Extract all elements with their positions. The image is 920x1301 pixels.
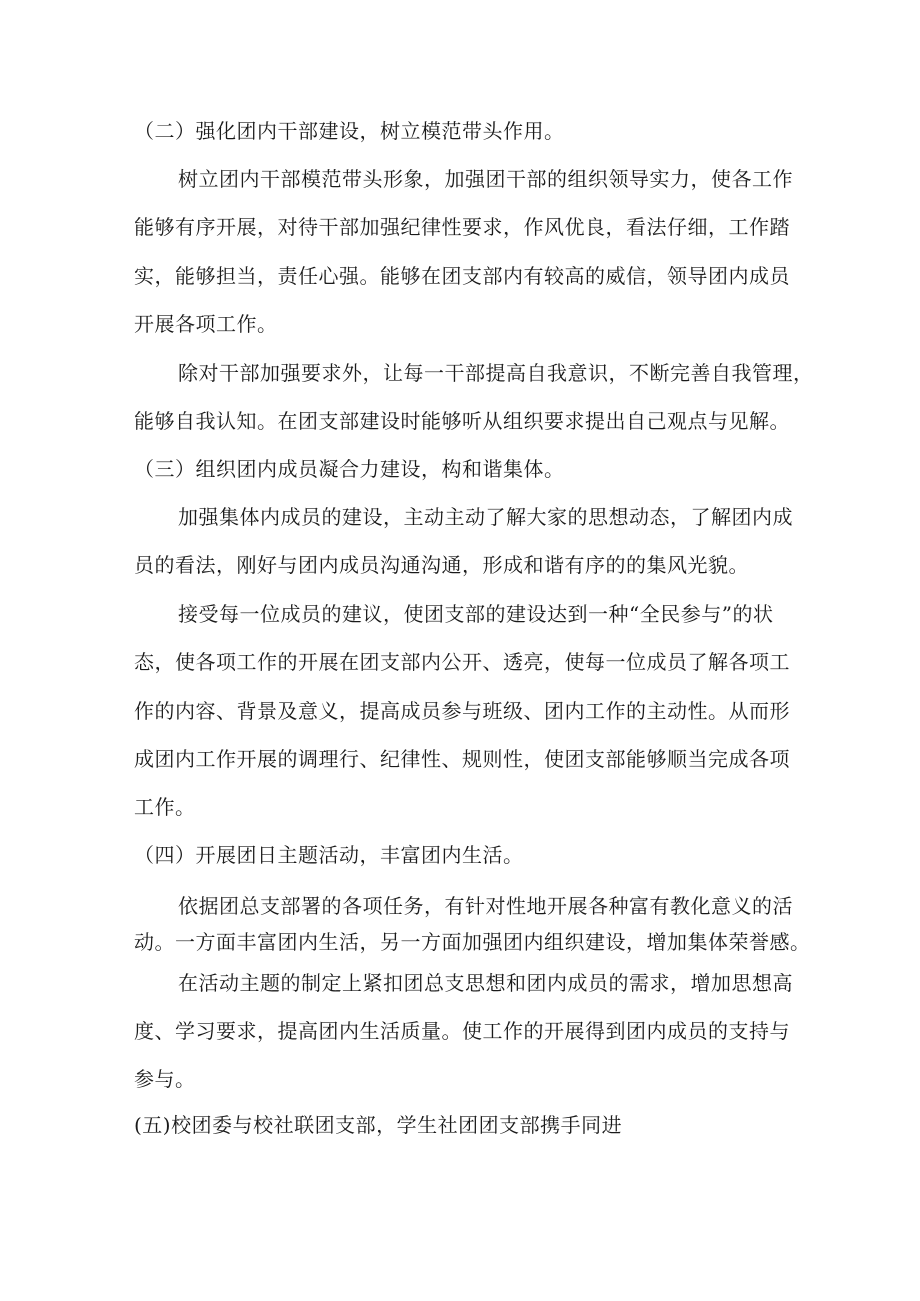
- paragraph-line: 作的内容、背景及意义，提高成员参与班级、团内工作的主动性。从而形: [134, 699, 790, 723]
- section-heading-4: （四）开展团日主题活动，丰富团内生活。: [134, 843, 524, 867]
- paragraph-line: 能够自我认知。在团支部建设时能够听从组织要求提出自己观点与见解。: [134, 409, 790, 433]
- section-heading-2: （二）强化团内干部建设，树立模范带头作用。: [134, 119, 565, 143]
- paragraph-line: 成团内工作开展的调理行、纪律性、规则性，使团支部能够顺当完成各项: [134, 747, 790, 771]
- paragraph-line: 除对干部加强要求外，让每一干部提高自我意识，不断完善自我管理，: [178, 361, 814, 385]
- paragraph-line: 员的看法，刚好与团内成员沟通沟通，形成和谐有序的的集风光貌。: [134, 553, 749, 577]
- paragraph-line: 态，使各项工作的开展在团支部内公开、透亮，使每一位成员了解各项工: [134, 650, 790, 674]
- paragraph-line: 开展各项工作。: [134, 312, 278, 336]
- paragraph-line: 参与。: [134, 1067, 196, 1091]
- paragraph-line: 能够有序开展，对待干部加强纪律性要求，作风优良，看法仔细，工作踏: [134, 215, 790, 239]
- section-heading-3: （三）组织团内成员凝合力建设，构和谐集体。: [134, 457, 565, 481]
- paragraph-line: 实，能够担当，责任心强。能够在团支部内有较高的威信，领导团内成员: [134, 264, 790, 288]
- paragraph-line: 度、学习要求，提高团内生活质量。使工作的开展得到团内成员的支持与: [134, 1019, 790, 1043]
- paragraph-line: 在活动主题的制定上紧扣团总支思想和团内成员的需求，增加思想高: [178, 971, 793, 995]
- paragraph-line: 依据团总支部署的各项任务，有针对性地开展各种富有教化意义的活: [178, 894, 793, 918]
- paragraph-line: 工作。: [134, 795, 196, 819]
- paragraph-line: 接受每一位成员的建议，使团支部的建设达到一种“全民参与”的状: [178, 602, 774, 626]
- paragraph-line: 动。一方面丰富团内生活，另一方面加强团内组织建设，增加集体荣誉感。: [134, 930, 811, 954]
- paragraph-line: 树立团内干部模范带头形象，加强团干部的组织领导实力，使各工作: [178, 167, 793, 191]
- paragraph-line: 加强集体内成员的建设，主动主动了解大家的思想动态，了解团内成: [178, 505, 793, 529]
- section-heading-5: (五)校团委与校社联团支部，学生社团团支部携手同进: [134, 1113, 623, 1137]
